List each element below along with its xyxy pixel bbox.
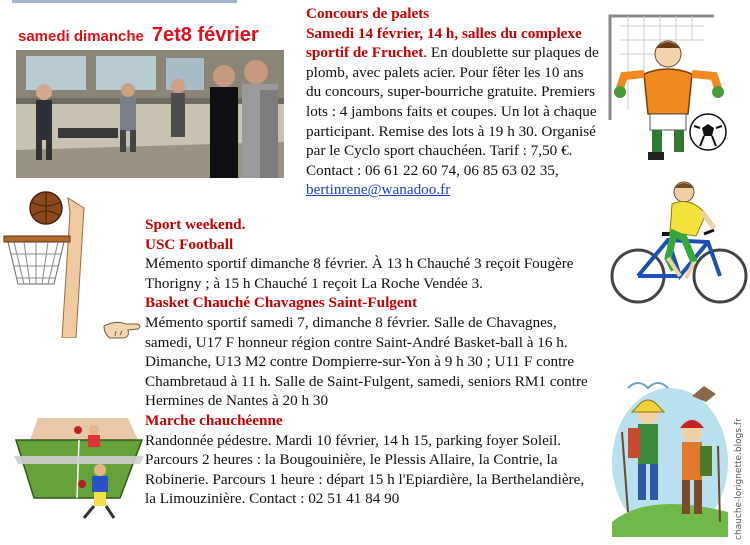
usc-body: Mémento sportif dimanche 8 février. À 13 h Chauché 3 reçoit Fougère Thorigny ; à 15 h Chauché 1 reçoit La Roche Vendée 3. xyxy=(145,255,574,292)
weekend-title: Sport weekend. xyxy=(145,216,246,233)
banner-days: samedi dimanche xyxy=(18,28,144,45)
top-rule xyxy=(12,0,237,3)
basket-body: Mémento sportif samedi 7, dimanche 8 février. Salle de Chavagnes, samedi, U17 F honneur région contre Saint-André Basket-ball à 16 h. Dimanche, U13 M2 contre Dompierre-sur-Yon à 9 h 30 ; U11 F contre Chambretaud à 11 h. Salle de Saint-Fulgent, samedi, seniors RM1 contre Hermines de Nantes à 20 h 30 xyxy=(145,313,588,410)
weekend-article xyxy=(145,215,593,509)
basket-title: Basket Chauché Chavagnes Saint-Fulgent xyxy=(145,294,418,312)
palets-body: . En doublette sur plaques de plomb, avec palets acier. Pour fêter les 10 ans du concours, super-bourriche gratuite. Premiers lots : 4 jambons faits et coupes. Un lot à chaque participant. Remise des lots à 19 h 30. Organisé par le Cyclo sport chauchéen. Tarif : 7,50 €. Contact : 06 61 22 60 74, 06 85 63 02 35, xyxy=(306,44,599,179)
marche-title: Marche chauchéenne xyxy=(145,411,283,429)
watermark-text: chauche-lorignette.blogs.fr xyxy=(734,418,744,540)
table-tennis-clipart xyxy=(10,400,145,525)
marche-body: Randonnée pédestre. Mardi 10 février, 14 h 15, parking foyer Soleil. Parcours 2 heures : la Bougouinière, le Plessis Allaire, la Contrie, la Robinerie. Parcours 1 heure : départ 15 h l'Epiardière, la Berthelandière, la Limouzinière. Contact : 02 51 41 84 90 xyxy=(145,431,585,508)
pointing-hand-clipart xyxy=(100,314,144,344)
email-link[interactable]: bertinrene@wanadoo.fr xyxy=(306,181,451,199)
banner-dates: 7et8 février xyxy=(151,24,259,46)
palets-title: Concours de palets xyxy=(306,5,430,22)
palets-photo xyxy=(16,50,284,178)
usc-title: USC Football xyxy=(145,235,234,253)
palets-article xyxy=(306,4,602,200)
goalkeeper-clipart xyxy=(604,10,734,168)
blog-watermark xyxy=(734,390,748,540)
palets-subtitle: Samedi 14 février, 14 h, salles du complexe sportif de Fruchet xyxy=(306,24,582,62)
cyclist-clipart xyxy=(608,178,750,314)
date-banner xyxy=(18,24,290,50)
hikers-clipart xyxy=(608,372,732,537)
